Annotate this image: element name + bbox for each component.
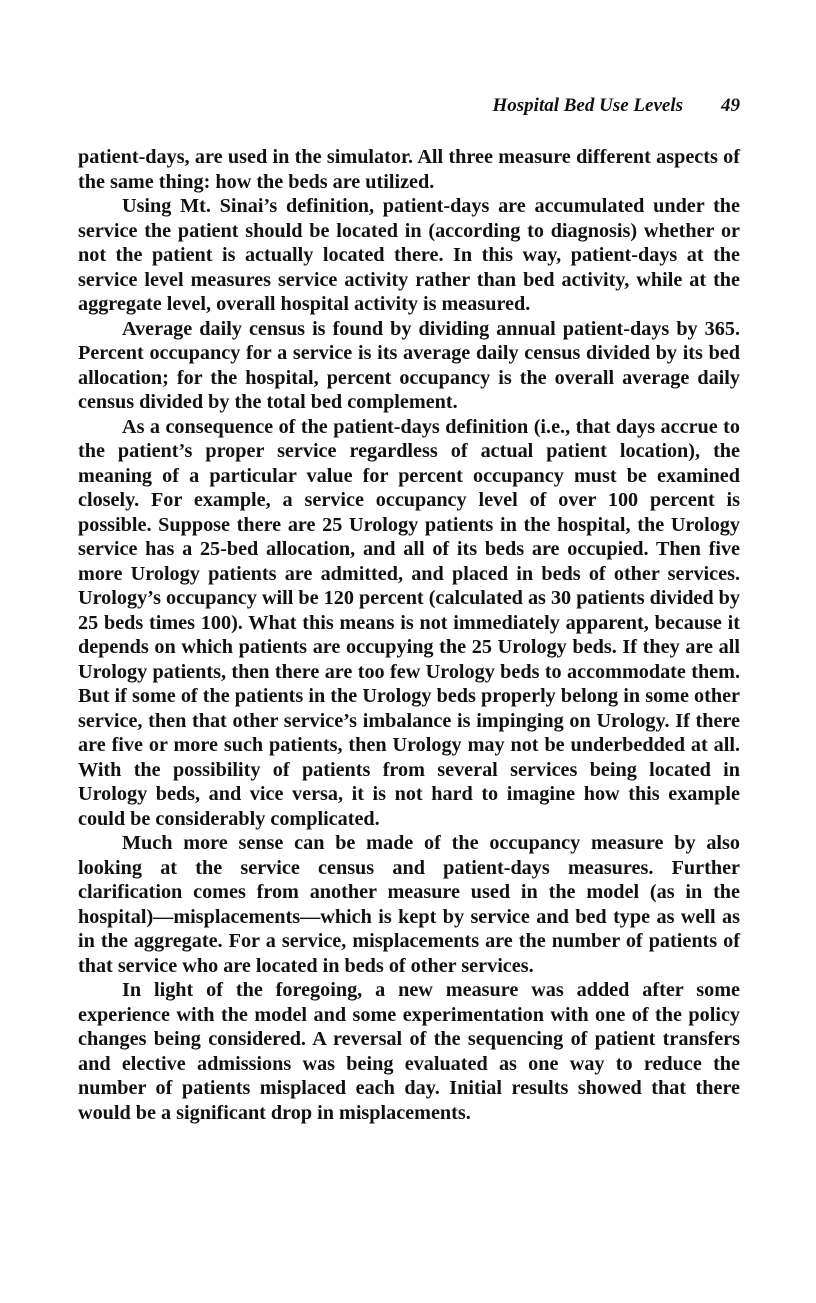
paragraph-new-measure: In light of the foregoing, a new measure was added after some experience with the model and some experimentation with one of the policy changes being considered. A reversal of the sequencing of patient transfers and elective admissions was being evaluated as one way to reduce the number of patients misplaced each day. Initial results showed that there would be a significant drop in misplacements. (78, 979, 740, 1124)
paragraph-average-daily-census: Average daily census is found by dividing annual patient-days by 365. Percent occupancy for a service is its average daily census divided by its bed allocation; for the hospital, percent occupancy is the overall average daily census divided by the total bed complement. (78, 317, 740, 413)
paragraph-continued: patient-days, are used in the simulator. All three measure different aspects of the same thing: how the beds are utilized. (78, 146, 740, 193)
running-head-title: Hospital Bed Use Levels (492, 95, 683, 116)
paragraph-misplacements: Much more sense can be made of the occupancy measure by also looking at the service census and patient-days measures. Further clarification comes from another measure used in the model (as in the hospital)—misplacements—which is kept by service and bed type as well as in the aggregate. For a service, misplacements are the number of patients of that service who are located in beds of other services. (78, 832, 740, 977)
paragraph-occupancy-example: As a consequence of the patient-days definition (i.e., that days accrue to the patient’s proper service regardless of actual patient location), the meaning of a particular value for percent occupancy must be examined closely. For example, a service occupancy level of over 100 percent is possible. Suppose there are 25 Urology patients in the hospital, the Urology service has a 25-bed allocation, and all of its beds are occupied. Then five more Urology patients are admitted, and placed in beds of other services. Urology’s occupancy will be 120 percent (calculated as 30 patients divided by 25 beds times 100). What this means is not immediately apparent, because it depends on which patients are occupying the 25 Urology beds. If they are all Urology patients, then there are too few Urology beds to accommodate them. But if some of the patients in the Urology beds properly belong in some other service, then that other service’s imbalance is impinging on Urology. If there are five or more such patients, then Urology may not be underbedded at all. With the possibility of patients from several services being located in Urology beds, and vice versa, it is not hard to imagine how this example could be considerably complicated. (78, 415, 740, 830)
page-number: 49 (721, 95, 740, 116)
running-head (78, 93, 740, 119)
paragraph-patient-days-definition: Using Mt. Sinai’s definition, patient-days are accumulated under the service the patient should be located in (according to diagnosis) whether or not the patient is actually located there. In this way, patient-days at the service level measures service activity rather than bed activity, while at the aggregate level, overall hospital activity is measured. (78, 195, 740, 315)
body-text (78, 145, 740, 1125)
